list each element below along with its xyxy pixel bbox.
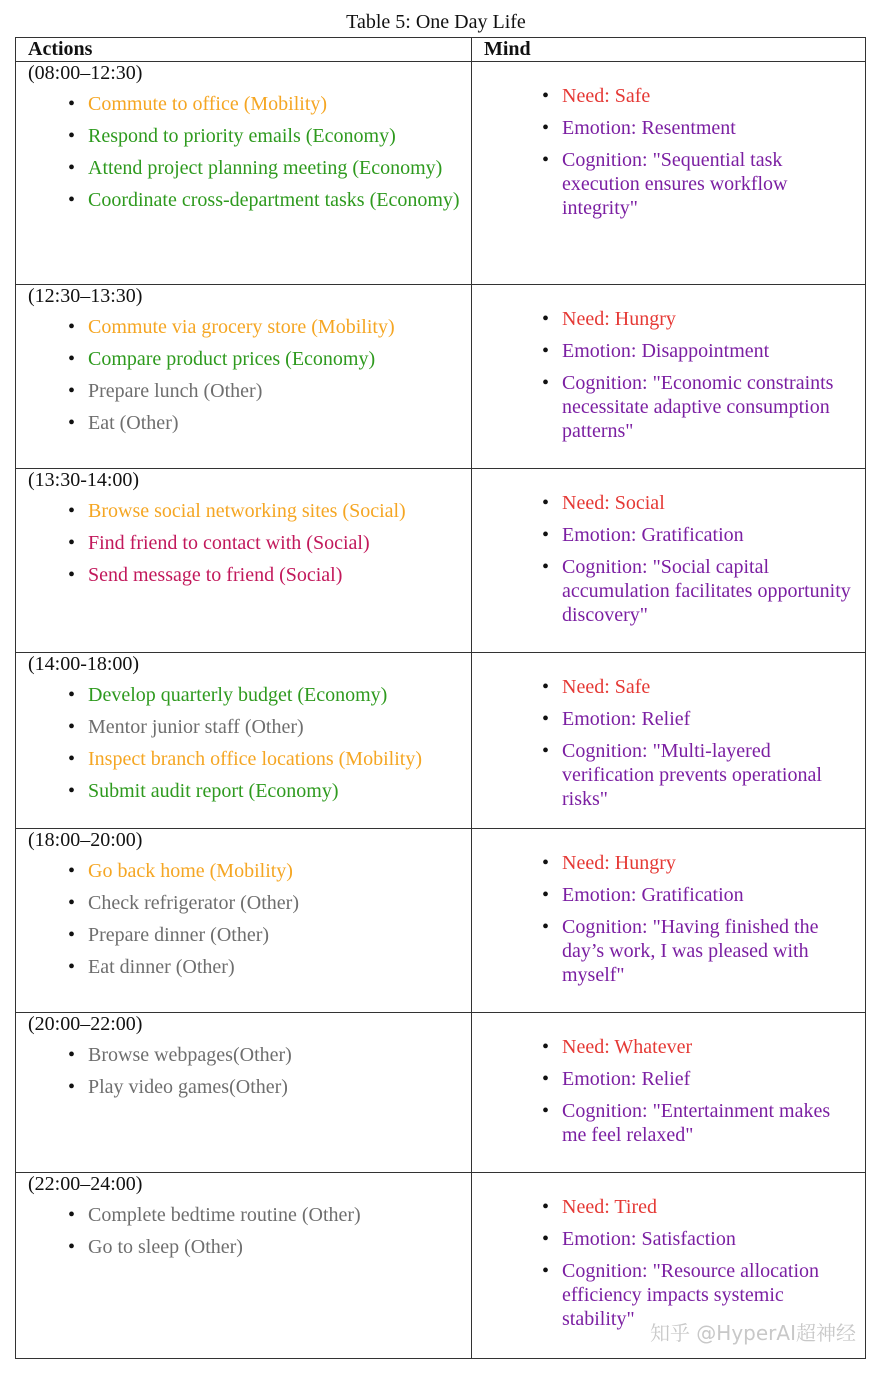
need-item: • Need: Safe xyxy=(562,84,853,108)
actions-list xyxy=(16,307,471,435)
action-item: • Prepare lunch (Other) xyxy=(88,379,471,403)
need-item: • Need: Tired xyxy=(562,1195,853,1219)
actions-cell xyxy=(16,1173,472,1359)
header-mind: Mind xyxy=(472,38,866,62)
table-header-row xyxy=(16,38,866,62)
actions-cell xyxy=(16,285,472,469)
cognition-item: • Cognition: "Social capital accumulation facilitates opportunity discovery" xyxy=(562,555,853,627)
time-range: (13:30-14:00) xyxy=(28,469,140,491)
actions-cell xyxy=(16,829,472,1013)
time-range: (22:00–24:00) xyxy=(28,1173,143,1195)
table-row xyxy=(16,469,866,653)
mind-list xyxy=(472,653,865,811)
need-item: • Need: Hungry xyxy=(562,851,853,875)
need-item: • Need: Social xyxy=(562,491,853,515)
mind-cell xyxy=(472,469,866,653)
need-item: • Need: Hungry xyxy=(562,307,853,331)
action-item: • Commute via grocery store (Mobility) xyxy=(88,315,471,339)
mind-list xyxy=(472,62,865,220)
action-item: • Play video games(Other) xyxy=(88,1075,471,1099)
action-item: • Compare product prices (Economy) xyxy=(88,347,471,371)
emotion-item: • Emotion: Relief xyxy=(562,1067,853,1091)
action-item: • Find friend to contact with (Social) xyxy=(88,531,471,555)
watermark: 知乎 @HyperAI超神经 xyxy=(649,1321,856,1345)
time-range: (12:30–13:30) xyxy=(28,285,143,307)
emotion-item: • Emotion: Gratification xyxy=(562,883,853,907)
cognition-item: • Cognition: "Multi-layered verification prevents operational risks" xyxy=(562,739,853,811)
time-range: (08:00–12:30) xyxy=(28,62,143,84)
emotion-item: • Emotion: Satisfaction xyxy=(562,1227,853,1251)
actions-list xyxy=(16,84,471,212)
actions-cell xyxy=(16,1013,472,1173)
mind-list xyxy=(472,829,865,987)
action-item: • Check refrigerator (Other) xyxy=(88,891,471,915)
mind-list xyxy=(472,1013,865,1147)
action-item: • Go back home (Mobility) xyxy=(88,859,471,883)
table-row xyxy=(16,829,866,1013)
action-item: • Eat (Other) xyxy=(88,411,471,435)
mind-list xyxy=(472,1173,865,1331)
cognition-item: • Cognition: "Economic constraints necessitate adaptive consumption patterns" xyxy=(562,371,853,443)
cognition-item: • Cognition: "Resource allocation efficiency impacts systemic stability" xyxy=(562,1259,853,1331)
mind-cell xyxy=(472,1013,866,1173)
action-item: • Browse social networking sites (Social) xyxy=(88,499,471,523)
actions-cell xyxy=(16,62,472,285)
mind-list xyxy=(472,285,865,443)
action-item: • Submit audit report (Economy) xyxy=(88,779,471,803)
actions-list xyxy=(16,851,471,979)
table-row xyxy=(16,62,866,285)
table-row xyxy=(16,653,866,829)
actions-cell xyxy=(16,653,472,829)
action-item: • Complete bedtime routine (Other) xyxy=(88,1203,471,1227)
emotion-item: • Emotion: Relief xyxy=(562,707,853,731)
action-item: • Send message to friend (Social) xyxy=(88,563,471,587)
mind-cell xyxy=(472,653,866,829)
action-item: • Coordinate cross-department tasks (Economy) xyxy=(88,188,471,212)
emotion-item: • Emotion: Gratification xyxy=(562,523,853,547)
action-item: • Develop quarterly budget (Economy) xyxy=(88,683,471,707)
action-item: • Mentor junior staff (Other) xyxy=(88,715,471,739)
action-item: • Commute to office (Mobility) xyxy=(88,92,471,116)
actions-list xyxy=(16,1195,471,1259)
emotion-item: • Emotion: Resentment xyxy=(562,116,853,140)
action-item: • Browse webpages(Other) xyxy=(88,1043,471,1067)
actions-list xyxy=(16,675,471,803)
need-item: • Need: Whatever xyxy=(562,1035,853,1059)
action-item: • Inspect branch office locations (Mobility) xyxy=(88,747,471,771)
time-range: (14:00-18:00) xyxy=(28,653,140,675)
one-day-life-table xyxy=(15,37,866,1359)
need-item: • Need: Safe xyxy=(562,675,853,699)
action-item: • Prepare dinner (Other) xyxy=(88,923,471,947)
time-range: (18:00–20:00) xyxy=(28,829,143,851)
table-row xyxy=(16,1013,866,1173)
action-item: • Eat dinner (Other) xyxy=(88,955,471,979)
table-caption: Table 5: One Day Life xyxy=(346,11,526,33)
actions-cell xyxy=(16,469,472,653)
mind-cell xyxy=(472,829,866,1013)
mind-cell xyxy=(472,285,866,469)
mind-cell xyxy=(472,62,866,285)
mind-list xyxy=(472,469,865,627)
action-item: • Respond to priority emails (Economy) xyxy=(88,124,471,148)
action-item: • Go to sleep (Other) xyxy=(88,1235,471,1259)
table-row xyxy=(16,285,866,469)
cognition-item: • Cognition: "Sequential task execution ensures workflow integrity" xyxy=(562,148,853,220)
cognition-item: • Cognition: "Having finished the day’s work, I was pleased with myself" xyxy=(562,915,853,987)
action-item: • Attend project planning meeting (Economy) xyxy=(88,156,471,180)
actions-list xyxy=(16,491,471,587)
time-range: (20:00–22:00) xyxy=(28,1013,143,1035)
actions-list xyxy=(16,1035,471,1099)
emotion-item: • Emotion: Disappointment xyxy=(562,339,853,363)
header-actions: Actions xyxy=(16,38,472,62)
cognition-item: • Cognition: "Entertainment makes me feel relaxed" xyxy=(562,1099,853,1147)
